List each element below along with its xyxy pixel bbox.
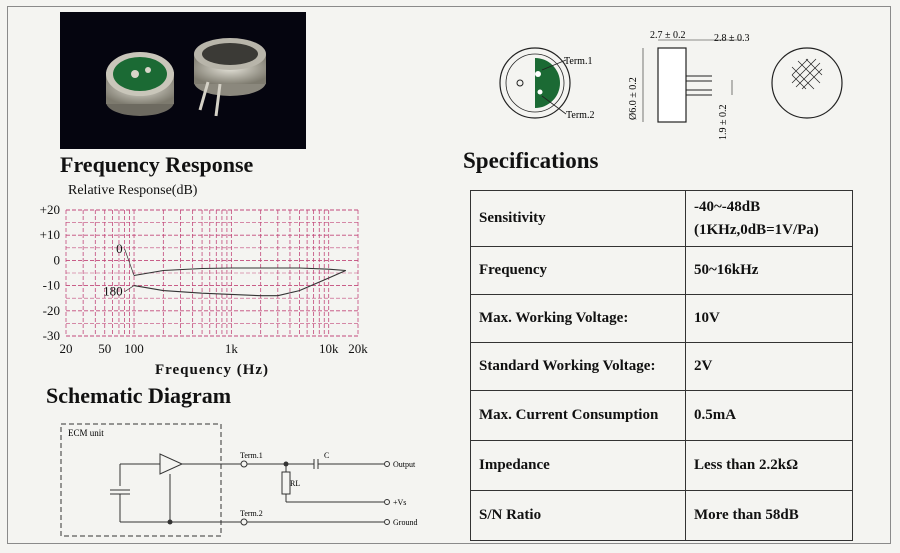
amplifier-symbol <box>160 454 182 474</box>
specifications-title: Specifications <box>463 148 599 173</box>
spec-value: 10V <box>686 295 853 343</box>
diameter-dim: Ø6.0 ± 0.2 <box>628 77 639 120</box>
y-tick-label: -10 <box>42 277 60 293</box>
vs-label: +Vs <box>393 498 407 507</box>
spec-value: More than 58dB <box>686 491 853 541</box>
series-line-0 <box>134 268 346 276</box>
schematic-diagram <box>60 420 430 538</box>
spec-value: Less than 2.2kΩ <box>686 441 853 491</box>
spec-row-sn-ratio <box>471 491 853 541</box>
spec-value: 50~16kHz <box>686 247 853 295</box>
product-photo <box>60 12 306 149</box>
x-tick-label: 20 <box>59 341 73 356</box>
output-label: Output <box>393 460 416 469</box>
sensitivity-value: -40~-48dB <box>694 198 761 215</box>
spec-value: 2V <box>686 343 853 391</box>
front-view <box>500 48 594 121</box>
spec-label: Standard Working Voltage: <box>471 343 686 391</box>
x-tick-label: 20k <box>348 341 368 356</box>
spec-row-impedance <box>471 441 853 491</box>
specifications-table <box>470 190 853 541</box>
spec-label: Frequency <box>471 247 686 295</box>
x-tick-label: 1k <box>224 341 238 356</box>
series-label-1: 180 <box>103 283 123 299</box>
side-view <box>628 30 750 140</box>
ecm-unit-box <box>61 424 221 536</box>
spec-row-max-voltage <box>471 295 853 343</box>
y-tick-label: -30 <box>42 328 60 343</box>
ground-label: Ground <box>393 518 418 527</box>
term2-terminal <box>241 519 247 525</box>
series-label-0: 0 <box>116 240 123 256</box>
schem-term2: Term.2 <box>240 509 263 518</box>
y-tick-label: 0 <box>53 252 60 268</box>
x-tick-label: 100 <box>124 341 144 356</box>
frequency-response-chart <box>30 196 400 382</box>
spec-row-frequency <box>471 247 853 295</box>
spec-label: Impedance <box>471 441 686 491</box>
schem-term1: Term.1 <box>240 451 263 460</box>
spec-label: S/N Ratio <box>471 491 686 541</box>
x-tick-label: 50 <box>98 341 112 356</box>
dimension-drawings <box>480 20 880 140</box>
ecm-unit-label: ECM unit <box>68 428 104 438</box>
term1-label: Term.1 <box>564 56 593 67</box>
x-tick-label: 10k <box>318 341 339 356</box>
spec-value: 0.5mA <box>686 391 853 441</box>
y-tick-label: -20 <box>42 302 60 318</box>
relative-response-label: Relative Response(dB) <box>68 183 198 198</box>
spec-value <box>686 191 853 247</box>
spec-row-sensitivity <box>471 191 853 247</box>
spec-row-current <box>471 391 853 441</box>
pin-length-dim: 2.8 ± 0.3 <box>714 33 750 44</box>
schematic-title: Schematic Diagram <box>46 383 232 408</box>
y-tick-label: +20 <box>39 202 60 217</box>
term2-label: Term.2 <box>566 110 595 121</box>
spec-label: Max. Current Consumption <box>471 391 686 441</box>
y-tick-label: +10 <box>39 227 60 243</box>
pin-spacing-dim: 1.9 ± 0.2 <box>718 104 729 140</box>
sensitivity-condition: (1KHz,0dB=1V/Pa) <box>694 221 819 238</box>
rl-resistor <box>282 472 290 494</box>
frequency-response-title: Frequency Response <box>60 152 254 177</box>
rl-label: RL <box>290 479 301 488</box>
cap-label: C <box>324 451 330 460</box>
spec-label: Sensitivity <box>471 191 686 247</box>
spec-row-std-voltage <box>471 343 853 391</box>
x-axis-label: Frequency (Hz) <box>154 362 270 378</box>
thickness-dim: 2.7 ± 0.2 <box>650 30 686 41</box>
term1-terminal <box>241 461 247 467</box>
back-view <box>772 48 842 118</box>
series-line-1 <box>134 271 346 296</box>
spec-label: Max. Working Voltage: <box>471 295 686 343</box>
